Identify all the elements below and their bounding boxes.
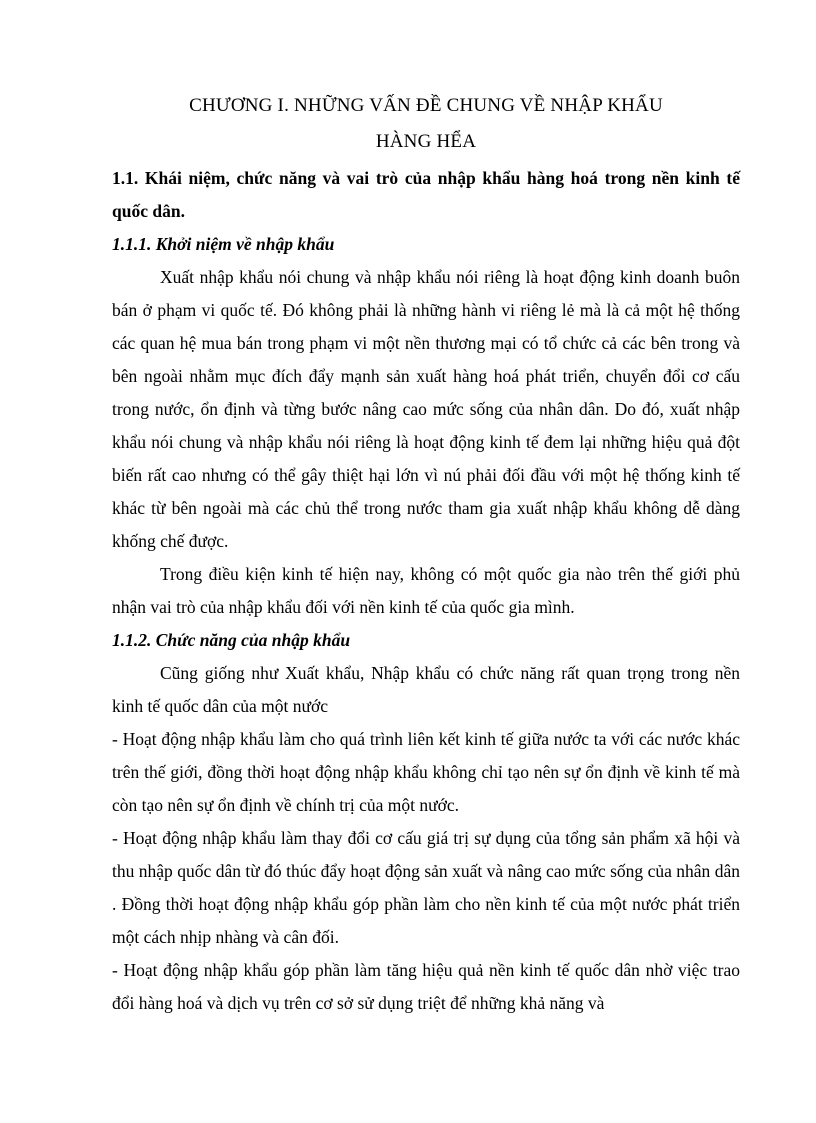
paragraph-concept: Xuất nhập khẩu nói chung và nhập khẩu nói riêng là hoạt động kinh doanh buôn bán ở phạm vi quốc tế. Đó không phải là những hành vi riêng lẻ mà là cả một hệ thống các quan hệ mua bán trong phạm vi một nền thương mại có tổ chức cả các bên trong và bên ngoài nhằm mục đích đẩy mạnh sản xuất hàng hoá phát triển, chuyển đổi cơ cấu trong nước, ổn định và từng bước nâng cao mức sống của nhân dân. Do đó, xuất nhập khẩu nói chung và nhập khẩu nói riêng là hoạt động kinh tế đem lại những hiệu quả đột biến rất cao nhưng có thể gây thiệt hại lớn vì nú phải đối đầu với một hệ thống kinh tế khác từ bên ngoài mà các chủ thể trong nước tham gia xuất nhập khẩu không dễ dàng khống chế được. xyxy=(112,267,740,551)
paragraph-role: Trong điều kiện kinh tế hiện nay, không có một quốc gia nào trên thế giới phủ nhận vai trò của nhập khẩu đối với nền kinh tế của quốc gia mình. xyxy=(112,564,740,617)
chapter-title-line-1: CHƯƠNG I. NHỮNG VẤN ĐỀ CHUNG VỀ NHẬP KHẨU xyxy=(189,95,663,116)
bullet-item-3: - Hoạt động nhập khẩu góp phần làm tăng hiệu quả nền kinh tế quốc dân nhờ việc trao đổi hàng hoá và dịch vụ trên cơ sở sử dụng triệt để những khả năng và xyxy=(112,960,740,1013)
paragraph-function-intro: Cũng giống như Xuất khẩu, Nhập khẩu có chức năng rất quan trọng trong nền kinh tế quốc dân của một nước xyxy=(112,663,740,716)
document-page xyxy=(112,88,740,1020)
bullet-item-2: - Hoạt động nhập khẩu làm thay đổi cơ cấu giá trị sự dụng của tổng sản phẩm xã hội và thu nhập quốc dân từ đó thúc đẩy hoạt động sản xuất và nâng cao mức sống của nhân dân . Đồng thời hoạt động nhập khẩu góp phần làm cho nền kinh tế của một nước phát triển một cách nhịp nhàng và cân đối. xyxy=(112,828,740,947)
section-heading-1-1: 1.1. Khái niệm, chức năng và vai trò của nhập khẩu hàng hoá trong nền kinh tế quốc dân. xyxy=(112,168,740,221)
bullet-item-1: - Hoạt động nhập khẩu làm cho quá trình liên kết kinh tế giữa nước ta với các nước khác trên thế giới, đồng thời hoạt động nhập khẩu không chỉ tạo nên sự ổn định về kinh tế mà còn tạo nên sự ổn định về chính trị của một nước. xyxy=(112,729,740,815)
chapter-title-line-2: HÀNG HỂA xyxy=(375,131,477,152)
section-heading-1-1-1: 1.1.1. Khởi niệm về nhập khẩu xyxy=(112,234,335,254)
section-heading-1-1-2: 1.1.2. Chức năng của nhập khẩu xyxy=(112,630,351,650)
